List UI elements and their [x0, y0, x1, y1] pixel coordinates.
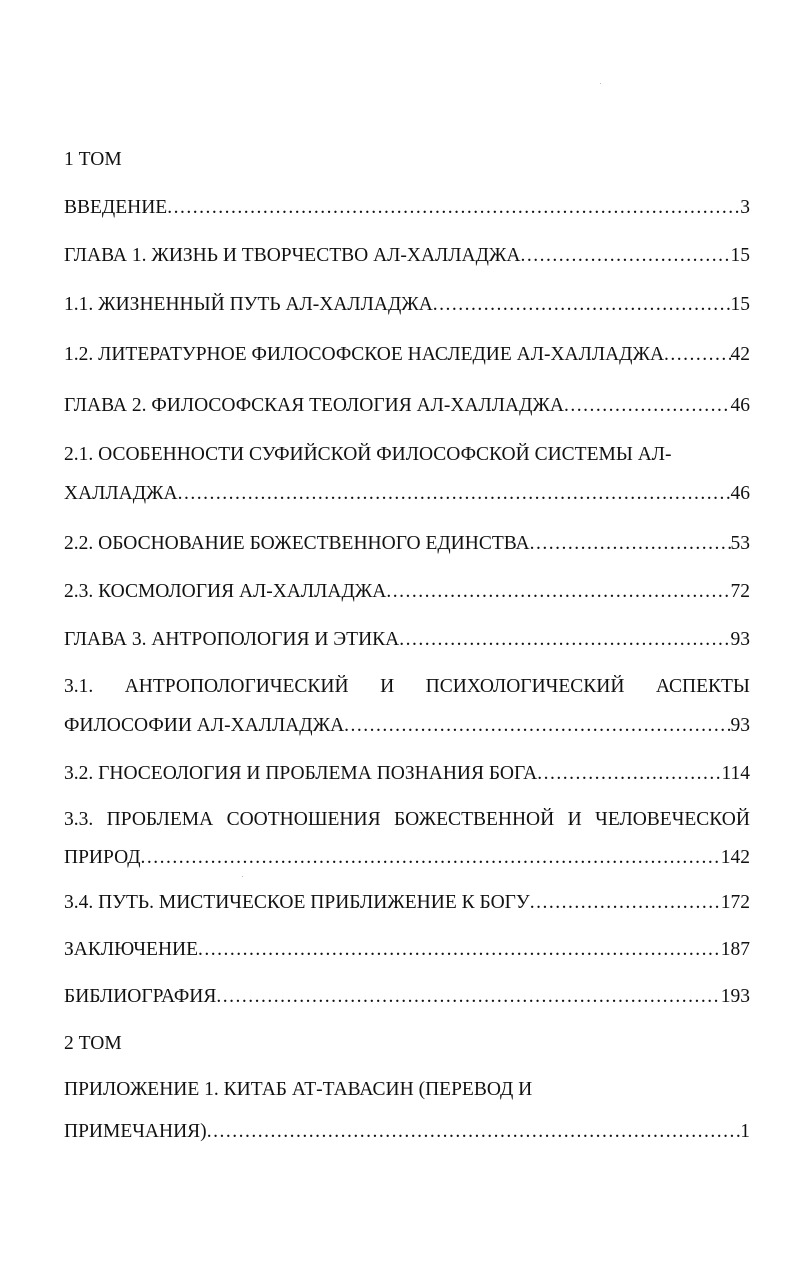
- dot-leader: [433, 293, 731, 317]
- dot-leader: [198, 938, 721, 962]
- toc-entry-2-2: [64, 532, 750, 556]
- toc-entry-title: ГЛАВА 2. ФИЛОСОФСКАЯ ТЕОЛОГИЯ АЛ-ХАЛЛАДЖА: [64, 395, 564, 416]
- toc-entry-3-2: [64, 762, 750, 786]
- toc-entry-title: ПРИРОД: [64, 847, 141, 868]
- toc-entry-2-1: [64, 482, 750, 506]
- toc-entry-title: ГЛАВА 3. АНТРОПОЛОГИЯ И ЭТИКА: [64, 629, 400, 650]
- toc-entry-1-2: [64, 343, 750, 367]
- toc-entry-3-3: [64, 846, 750, 870]
- toc-entry-page: 46: [730, 395, 750, 416]
- toc-entry-page: 142: [720, 847, 750, 868]
- dot-leader: [520, 244, 730, 268]
- toc-entry-page: 193: [720, 986, 750, 1007]
- toc-entry-title: ГЛАВА 1. ЖИЗНЬ И ТВОРЧЕСТВО АЛ-ХАЛЛАДЖА: [64, 245, 521, 266]
- toc-entry-3-3-line-1: [64, 808, 750, 832]
- toc-word: СООТНОШЕНИЯ: [226, 809, 381, 830]
- toc-entry-conclusion: [64, 938, 750, 962]
- toc-word: И: [567, 809, 582, 830]
- toc-entry-2-1-line-1: 2.1. ОСОБЕННОСТИ СУФИЙСКОЙ ФИЛОСОФСКОЙ СИСТЕМЫ АЛ-: [64, 444, 672, 465]
- toc-entry-1-1: [64, 293, 750, 317]
- toc-word: АСПЕКТЫ: [655, 676, 750, 697]
- toc-entry-title: 2.2. ОБОСНОВАНИЕ БОЖЕСТВЕННОГО ЕДИНСТВА: [64, 533, 530, 554]
- toc-entry-page: 187: [720, 939, 750, 960]
- toc-entry-title: 1.2. ЛИТЕРАТУРНОЕ ФИЛОСОФСКОЕ НАСЛЕДИЕ АЛ-ХАЛЛАДЖА: [64, 344, 665, 365]
- scan-speck: [242, 876, 243, 877]
- toc-entry-title: ЗАКЛЮЧЕНИЕ: [64, 939, 199, 960]
- toc-entry-page: 114: [721, 763, 750, 784]
- dot-leader: [178, 482, 731, 506]
- dot-leader: [530, 891, 721, 915]
- toc-word: 3.3.: [64, 809, 94, 830]
- toc-word: БОЖЕСТВЕННОЙ: [394, 809, 555, 830]
- toc-entry-2-3: [64, 580, 750, 604]
- toc-entry-appendix-1: [64, 1120, 750, 1144]
- dot-leader: [216, 985, 720, 1009]
- toc-entry-title: 2.3. КОСМОЛОГИЯ АЛ-ХАЛЛАДЖА: [64, 581, 387, 602]
- dot-leader: [386, 580, 730, 604]
- dot-leader: [564, 394, 731, 418]
- toc-entry-chapter-2: [64, 394, 750, 418]
- scan-speck: [600, 83, 601, 84]
- toc-entry-page: 72: [730, 581, 750, 602]
- dot-leader: [664, 343, 730, 367]
- dot-leader: [167, 196, 740, 220]
- toc-entry-title: ВВЕДЕНИЕ: [64, 197, 168, 218]
- dot-leader: [141, 846, 721, 870]
- toc-entry-chapter-3: [64, 628, 750, 652]
- toc-entry-chapter-1: [64, 244, 750, 268]
- toc-entry-introduction: [64, 196, 750, 220]
- toc-entry-title: 1.1. ЖИЗНЕННЫЙ ПУТЬ АЛ-ХАЛЛАДЖА: [64, 294, 433, 315]
- dot-leader: [207, 1120, 741, 1144]
- volume-2-heading: 2 ТОМ: [64, 1033, 122, 1054]
- toc-entry-page: 53: [730, 533, 750, 554]
- toc-entry-page: 15: [730, 245, 750, 266]
- toc-word: 3.1.: [64, 676, 94, 697]
- dot-leader: [530, 532, 731, 556]
- toc-entry-page: 93: [730, 629, 750, 650]
- toc-entry-page: 46: [730, 483, 750, 504]
- dot-leader: [537, 762, 721, 786]
- volume-1-heading: 1 ТОМ: [64, 149, 122, 170]
- dot-leader: [399, 628, 730, 652]
- toc-word: АНТРОПОЛОГИЧЕСКИЙ: [124, 676, 349, 697]
- toc-entry-page: 1: [740, 1121, 750, 1142]
- toc-entry-bibliography: [64, 985, 750, 1009]
- toc-entry-3-4: [64, 891, 750, 915]
- toc-entry-page: 15: [730, 294, 750, 315]
- toc-word: И: [380, 676, 395, 697]
- toc-entry-appendix-1-line-1: ПРИЛОЖЕНИЕ 1. КИТАБ АТ-ТАВАСИН (ПЕРЕВОД И: [64, 1079, 533, 1100]
- toc-entry-title: БИБЛИОГРАФИЯ: [64, 986, 217, 1007]
- toc-entry-page: 172: [720, 892, 750, 913]
- toc-entry-title: ПРИМЕЧАНИЯ): [64, 1121, 207, 1142]
- toc-entry-page: 93: [730, 715, 750, 736]
- toc-entry-page: 42: [730, 344, 750, 365]
- dot-leader: [344, 714, 730, 738]
- toc-entry-title: ФИЛОСОФИИ АЛ-ХАЛЛАДЖА: [64, 715, 345, 736]
- toc-entry-3-1: [64, 714, 750, 738]
- toc-entry-title: 3.4. ПУТЬ. МИСТИЧЕСКОЕ ПРИБЛИЖЕНИЕ К БОГУ: [64, 892, 530, 913]
- toc-entry-title: 3.2. ГНОСЕОЛОГИЯ И ПРОБЛЕМА ПОЗНАНИЯ БОГА: [64, 763, 538, 784]
- toc-word: ПРОБЛЕМА: [106, 809, 214, 830]
- toc-word: ПСИХОЛОГИЧЕСКИЙ: [425, 676, 625, 697]
- toc-word: ЧЕЛОВЕЧЕСКОЙ: [595, 809, 750, 830]
- toc-entry-title: ХАЛЛАДЖА: [64, 483, 178, 504]
- toc-entry-3-1-line-1: [64, 675, 750, 699]
- toc-entry-page: 3: [740, 197, 750, 218]
